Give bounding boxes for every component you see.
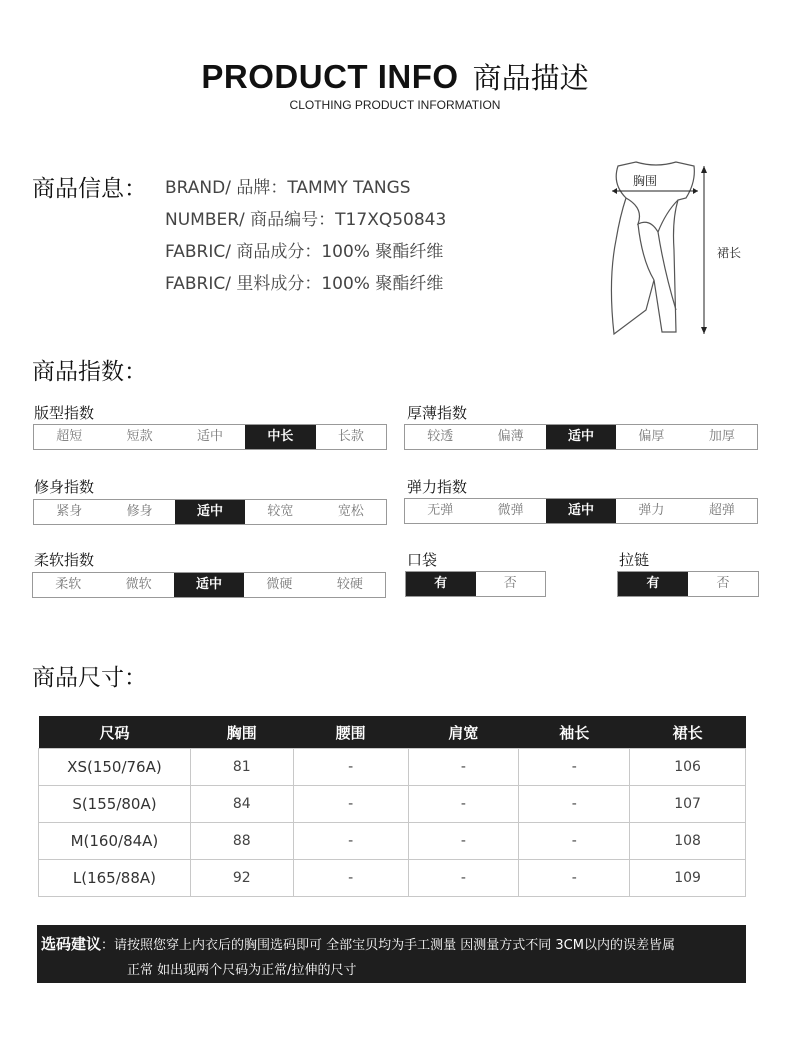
scale-zipper bbox=[617, 571, 759, 597]
cell-sleeve: - bbox=[519, 823, 630, 860]
cell-waist: - bbox=[293, 786, 408, 823]
advice-label: 选码建议 bbox=[41, 935, 102, 953]
scale-option: 有 bbox=[406, 572, 476, 596]
scale-option: 宽松 bbox=[337, 504, 364, 519]
scale-option: 修身 bbox=[126, 504, 153, 519]
scale-option: 弹力 bbox=[638, 503, 665, 518]
cell-size: S(155/80A) bbox=[39, 786, 191, 823]
scale-option: 加厚 bbox=[708, 429, 735, 444]
scale-option: 紧身 bbox=[56, 504, 83, 519]
info-fabric: FABRIC/ 商品成分：100% 聚酯纤维 bbox=[165, 242, 444, 262]
col-size: 尺码 bbox=[39, 716, 191, 749]
cell-length: 108 bbox=[630, 823, 746, 860]
scale-option: 较宽 bbox=[267, 504, 294, 519]
page-subtitle: CLOTHING PRODUCT INFORMATION bbox=[289, 98, 501, 112]
col-waist: 腰围 bbox=[293, 716, 408, 749]
size-table-header bbox=[39, 716, 746, 749]
scale-label-thickness: 厚薄指数 bbox=[407, 404, 468, 422]
cell-shoulder: - bbox=[408, 860, 519, 897]
cell-size: L(165/88A) bbox=[39, 860, 191, 897]
scale-option: 偏厚 bbox=[638, 429, 665, 444]
scale-option: 适中 bbox=[175, 500, 245, 524]
scale-pocket bbox=[405, 571, 546, 597]
size-table bbox=[38, 716, 746, 897]
cell-chest: 92 bbox=[190, 860, 293, 897]
cell-size: M(160/84A) bbox=[39, 823, 191, 860]
scale-option: 较硬 bbox=[336, 577, 363, 592]
advice-line1: ：请按照您穿上内衣后的胸围选码即可 全部宝贝均为手工测量 因测量方式不同 3CM以内的误差皆属 bbox=[101, 938, 675, 953]
cell-sleeve: - bbox=[519, 749, 630, 786]
cell-size: XS(150/76A) bbox=[39, 749, 191, 786]
info-lining: FABRIC/ 里料成分：100% 聚酯纤维 bbox=[165, 274, 444, 294]
scale-option: 超弹 bbox=[708, 503, 735, 518]
scale-option: 适中 bbox=[197, 429, 224, 444]
cell-chest: 84 bbox=[190, 786, 293, 823]
scale-option: 适中 bbox=[546, 499, 616, 523]
cell-length: 106 bbox=[630, 749, 746, 786]
scale-label-fit: 版型指数 bbox=[34, 404, 95, 422]
advice-line2: 正常 如出现两个尺码为正常/拉伸的尺寸 bbox=[127, 963, 357, 978]
scale-option: 适中 bbox=[174, 573, 244, 597]
size-heading: 商品尺寸： bbox=[32, 665, 147, 691]
scale-option: 长款 bbox=[337, 429, 364, 444]
page-title bbox=[0, 56, 790, 97]
cell-length: 109 bbox=[630, 860, 746, 897]
scale-label-slim: 修身指数 bbox=[34, 478, 95, 496]
scale-option: 否 bbox=[503, 576, 517, 591]
table-row bbox=[39, 786, 746, 823]
size-advice bbox=[37, 925, 746, 983]
scale-option: 微软 bbox=[125, 577, 152, 592]
col-chest: 胸围 bbox=[190, 716, 293, 749]
cell-shoulder: - bbox=[408, 786, 519, 823]
scale-option: 柔软 bbox=[55, 577, 82, 592]
cell-waist: - bbox=[293, 823, 408, 860]
scale-option: 适中 bbox=[546, 425, 616, 449]
cell-length: 107 bbox=[630, 786, 746, 823]
cell-shoulder: - bbox=[408, 749, 519, 786]
title-en: PRODUCT INFO bbox=[201, 58, 459, 95]
cell-sleeve: - bbox=[519, 860, 630, 897]
scale-option: 无弹 bbox=[427, 503, 454, 518]
length-label: 裙长 bbox=[717, 246, 742, 260]
scale-option: 否 bbox=[716, 576, 730, 591]
dress-diagram-icon bbox=[598, 160, 718, 340]
index-heading: 商品指数： bbox=[32, 359, 147, 385]
table-row bbox=[39, 823, 746, 860]
scale-fit bbox=[33, 424, 387, 450]
scale-label-zipper: 拉链 bbox=[619, 551, 650, 569]
scale-label-softness: 柔软指数 bbox=[34, 551, 95, 569]
info-number: NUMBER/ 商品编号：T17XQ50843 bbox=[165, 210, 447, 230]
scale-elasticity bbox=[404, 498, 758, 524]
info-brand: BRAND/ 品牌：TAMMY TANGS bbox=[165, 178, 411, 198]
cell-sleeve: - bbox=[519, 786, 630, 823]
info-heading: 商品信息： bbox=[32, 176, 147, 202]
col-sleeve: 袖长 bbox=[519, 716, 630, 749]
scale-thickness bbox=[404, 424, 758, 450]
title-cn: 商品描述 bbox=[472, 61, 589, 95]
chest-label: 胸围 bbox=[632, 174, 658, 188]
table-row bbox=[39, 860, 746, 897]
scale-option: 偏薄 bbox=[497, 429, 524, 444]
table-row bbox=[39, 749, 746, 786]
scale-option: 微硬 bbox=[266, 577, 293, 592]
cell-chest: 88 bbox=[190, 823, 293, 860]
scale-option: 有 bbox=[618, 572, 688, 596]
col-shoulder: 肩宽 bbox=[408, 716, 519, 749]
scale-softness bbox=[32, 572, 386, 598]
cell-waist: - bbox=[293, 860, 408, 897]
scale-option: 超短 bbox=[56, 429, 83, 444]
cell-chest: 81 bbox=[190, 749, 293, 786]
cell-shoulder: - bbox=[408, 823, 519, 860]
scale-option: 中长 bbox=[245, 425, 315, 449]
scale-option: 较透 bbox=[427, 429, 454, 444]
col-length: 裙长 bbox=[630, 716, 746, 749]
scale-label-pocket: 口袋 bbox=[407, 551, 438, 569]
cell-waist: - bbox=[293, 749, 408, 786]
scale-slim bbox=[33, 499, 387, 525]
scale-label-elasticity: 弹力指数 bbox=[407, 478, 468, 496]
scale-option: 微弹 bbox=[497, 503, 524, 518]
scale-option: 短款 bbox=[126, 429, 153, 444]
info-lines bbox=[165, 172, 446, 300]
